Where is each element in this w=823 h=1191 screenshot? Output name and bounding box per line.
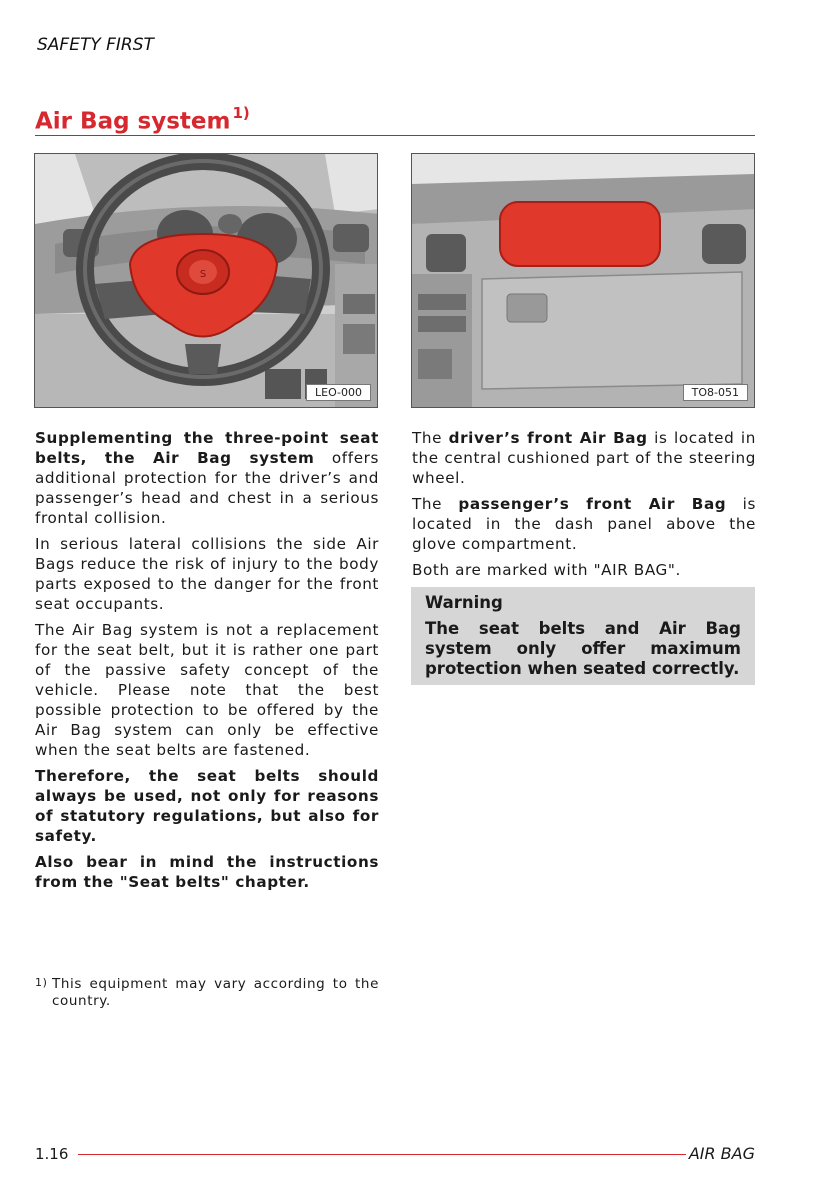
paragraph-marked: Both are marked with "AIR BAG". xyxy=(412,561,681,579)
svg-text:S: S xyxy=(199,269,207,280)
footer-rule xyxy=(78,1154,686,1155)
paragraph-instructions: Also bear in mind the instructions from the "Seat belts" chapter. xyxy=(35,853,379,891)
figure-passenger-airbag xyxy=(411,153,755,408)
title-footnote-mark: 1) xyxy=(232,104,250,122)
figure-label-left: LEO-000 xyxy=(306,384,371,401)
footnote-mark: 1) xyxy=(35,976,48,989)
footnote xyxy=(35,976,379,1010)
section-label: SAFETY FIRST xyxy=(37,35,154,55)
title-rule xyxy=(35,135,755,136)
page-title: Air Bag system $^{1)}$ xyxy=(35,104,250,135)
steering-wheel-illustration xyxy=(35,154,378,408)
footnote-text: This equipment may vary according to the country. xyxy=(52,976,379,1009)
page-number: 1.16 xyxy=(35,1145,69,1163)
paragraph-passenger-airbag: The passenger’s front Air Bag is located in the dash panel above the glove compartment. xyxy=(412,495,756,553)
paragraph-driver-airbag: The driver’s front Air Bag is located in the central cushioned part of the steering wheel. xyxy=(412,429,756,487)
paragraph-always-use: Therefore, the seat belts should always be used, not only for reasons of statutory regulations, but also for safety. xyxy=(35,767,379,845)
figure-label-right: TO8-051 xyxy=(683,384,748,401)
footer-chapter: AIR BAG xyxy=(688,1144,755,1163)
paragraph-replacement: The Air Bag system is not a replacement for the seat belt, but it is rather one part of the passive safety concept of the vehicle. Please note that the best possible protection to be offered by the Air Bag system can only be effective when the seat belts are fastened. xyxy=(35,621,379,759)
paragraph-lateral: In serious lateral collisions the side Air Bags reduce the risk of injury to the body parts exposed to the danger for the front seat occupants. xyxy=(35,535,379,613)
figure-driver-airbag xyxy=(34,153,378,408)
right-column xyxy=(412,428,756,586)
paragraph-intro: Supplementing the three-point seat belts, the Air Bag system offers additional protection for the driver’s and passenger’s head and chest in a serious frontal collision. xyxy=(35,429,379,527)
left-column xyxy=(35,428,379,898)
dashboard-illustration xyxy=(412,154,755,408)
warning-heading: Warning xyxy=(425,593,503,612)
warning-box xyxy=(411,587,755,685)
warning-text: The seat belts and Air Bag system only offer maximum protection when seated correctly. xyxy=(425,619,741,678)
